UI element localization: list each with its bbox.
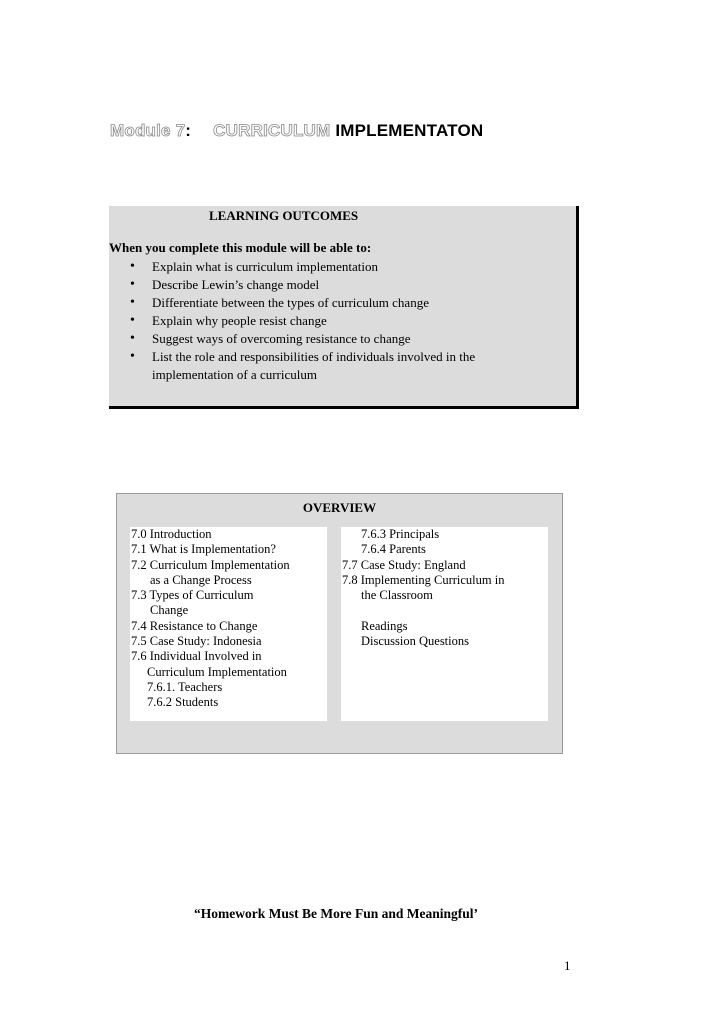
module-number: Module 7 bbox=[110, 121, 186, 140]
overview-box bbox=[116, 493, 563, 754]
overview-item: Discussion Questions bbox=[361, 634, 469, 649]
title-implementation: IMPLEMENTATON bbox=[335, 121, 484, 140]
overview-item: as a Change Process bbox=[150, 572, 252, 587]
overview-item: 7.7 Case Study: England bbox=[342, 557, 466, 572]
overview-item: 7.3 Types of Curriculum bbox=[131, 588, 254, 603]
overview-item: 7.5 Case Study: Indonesia bbox=[131, 634, 262, 649]
overview-item: 7.6.3 Principals bbox=[361, 527, 440, 541]
module-title bbox=[110, 121, 483, 141]
learning-outcomes-box bbox=[109, 206, 579, 409]
overview-item: 7.4 Resistance to Change bbox=[131, 618, 258, 633]
overview-item: 7.6.4 Parents bbox=[361, 542, 426, 557]
title-colon: : bbox=[185, 121, 192, 140]
list-item: • Differentiate between the types of curriculum change bbox=[109, 294, 576, 312]
overview-item: 7.6.2 Students bbox=[147, 695, 219, 710]
overview-spacer bbox=[341, 603, 548, 618]
overview-item: 7.0 Introduction bbox=[131, 527, 212, 541]
overview-item: 7.6.1. Teachers bbox=[147, 679, 223, 694]
overview-right-column bbox=[341, 527, 548, 721]
overview-item: Change bbox=[150, 603, 189, 618]
overview-item: 7.8 Implementing Curriculum in bbox=[342, 572, 505, 587]
list-item: • List the role and responsibilities of individuals involved in the implementation of a curriculum bbox=[109, 348, 576, 384]
overview-item: 7.6 Individual Involved in bbox=[131, 649, 262, 664]
overview-item: Curriculum Implementation bbox=[147, 664, 287, 679]
learning-outcomes-heading: LEARNING OUTCOMES bbox=[209, 208, 359, 223]
list-item: • Describe Lewin’s change model bbox=[109, 276, 576, 294]
footer-quote: “Homework Must Be More Fun and Meaningful’ bbox=[194, 906, 478, 921]
list-item: • Suggest ways of overcoming resistance to change bbox=[109, 330, 576, 348]
overview-item: 7.2 Curriculum Implementation bbox=[131, 557, 290, 572]
learning-outcomes-intro: When you complete this module will be able to: bbox=[109, 240, 372, 255]
overview-left-column bbox=[130, 527, 327, 721]
overview-item: the Classroom bbox=[361, 588, 433, 603]
overview-item: Readings bbox=[361, 618, 408, 633]
page-number: 1 bbox=[564, 958, 571, 973]
list-item: • Explain what is curriculum implementation bbox=[109, 258, 576, 276]
overview-heading: OVERVIEW bbox=[302, 500, 377, 515]
overview-item: 7.1 What is Implementation? bbox=[131, 542, 276, 557]
list-item: • Explain why people resist change bbox=[109, 312, 576, 330]
learning-outcomes-list bbox=[109, 258, 576, 384]
title-curriculum: CURRICULUM bbox=[213, 121, 331, 140]
